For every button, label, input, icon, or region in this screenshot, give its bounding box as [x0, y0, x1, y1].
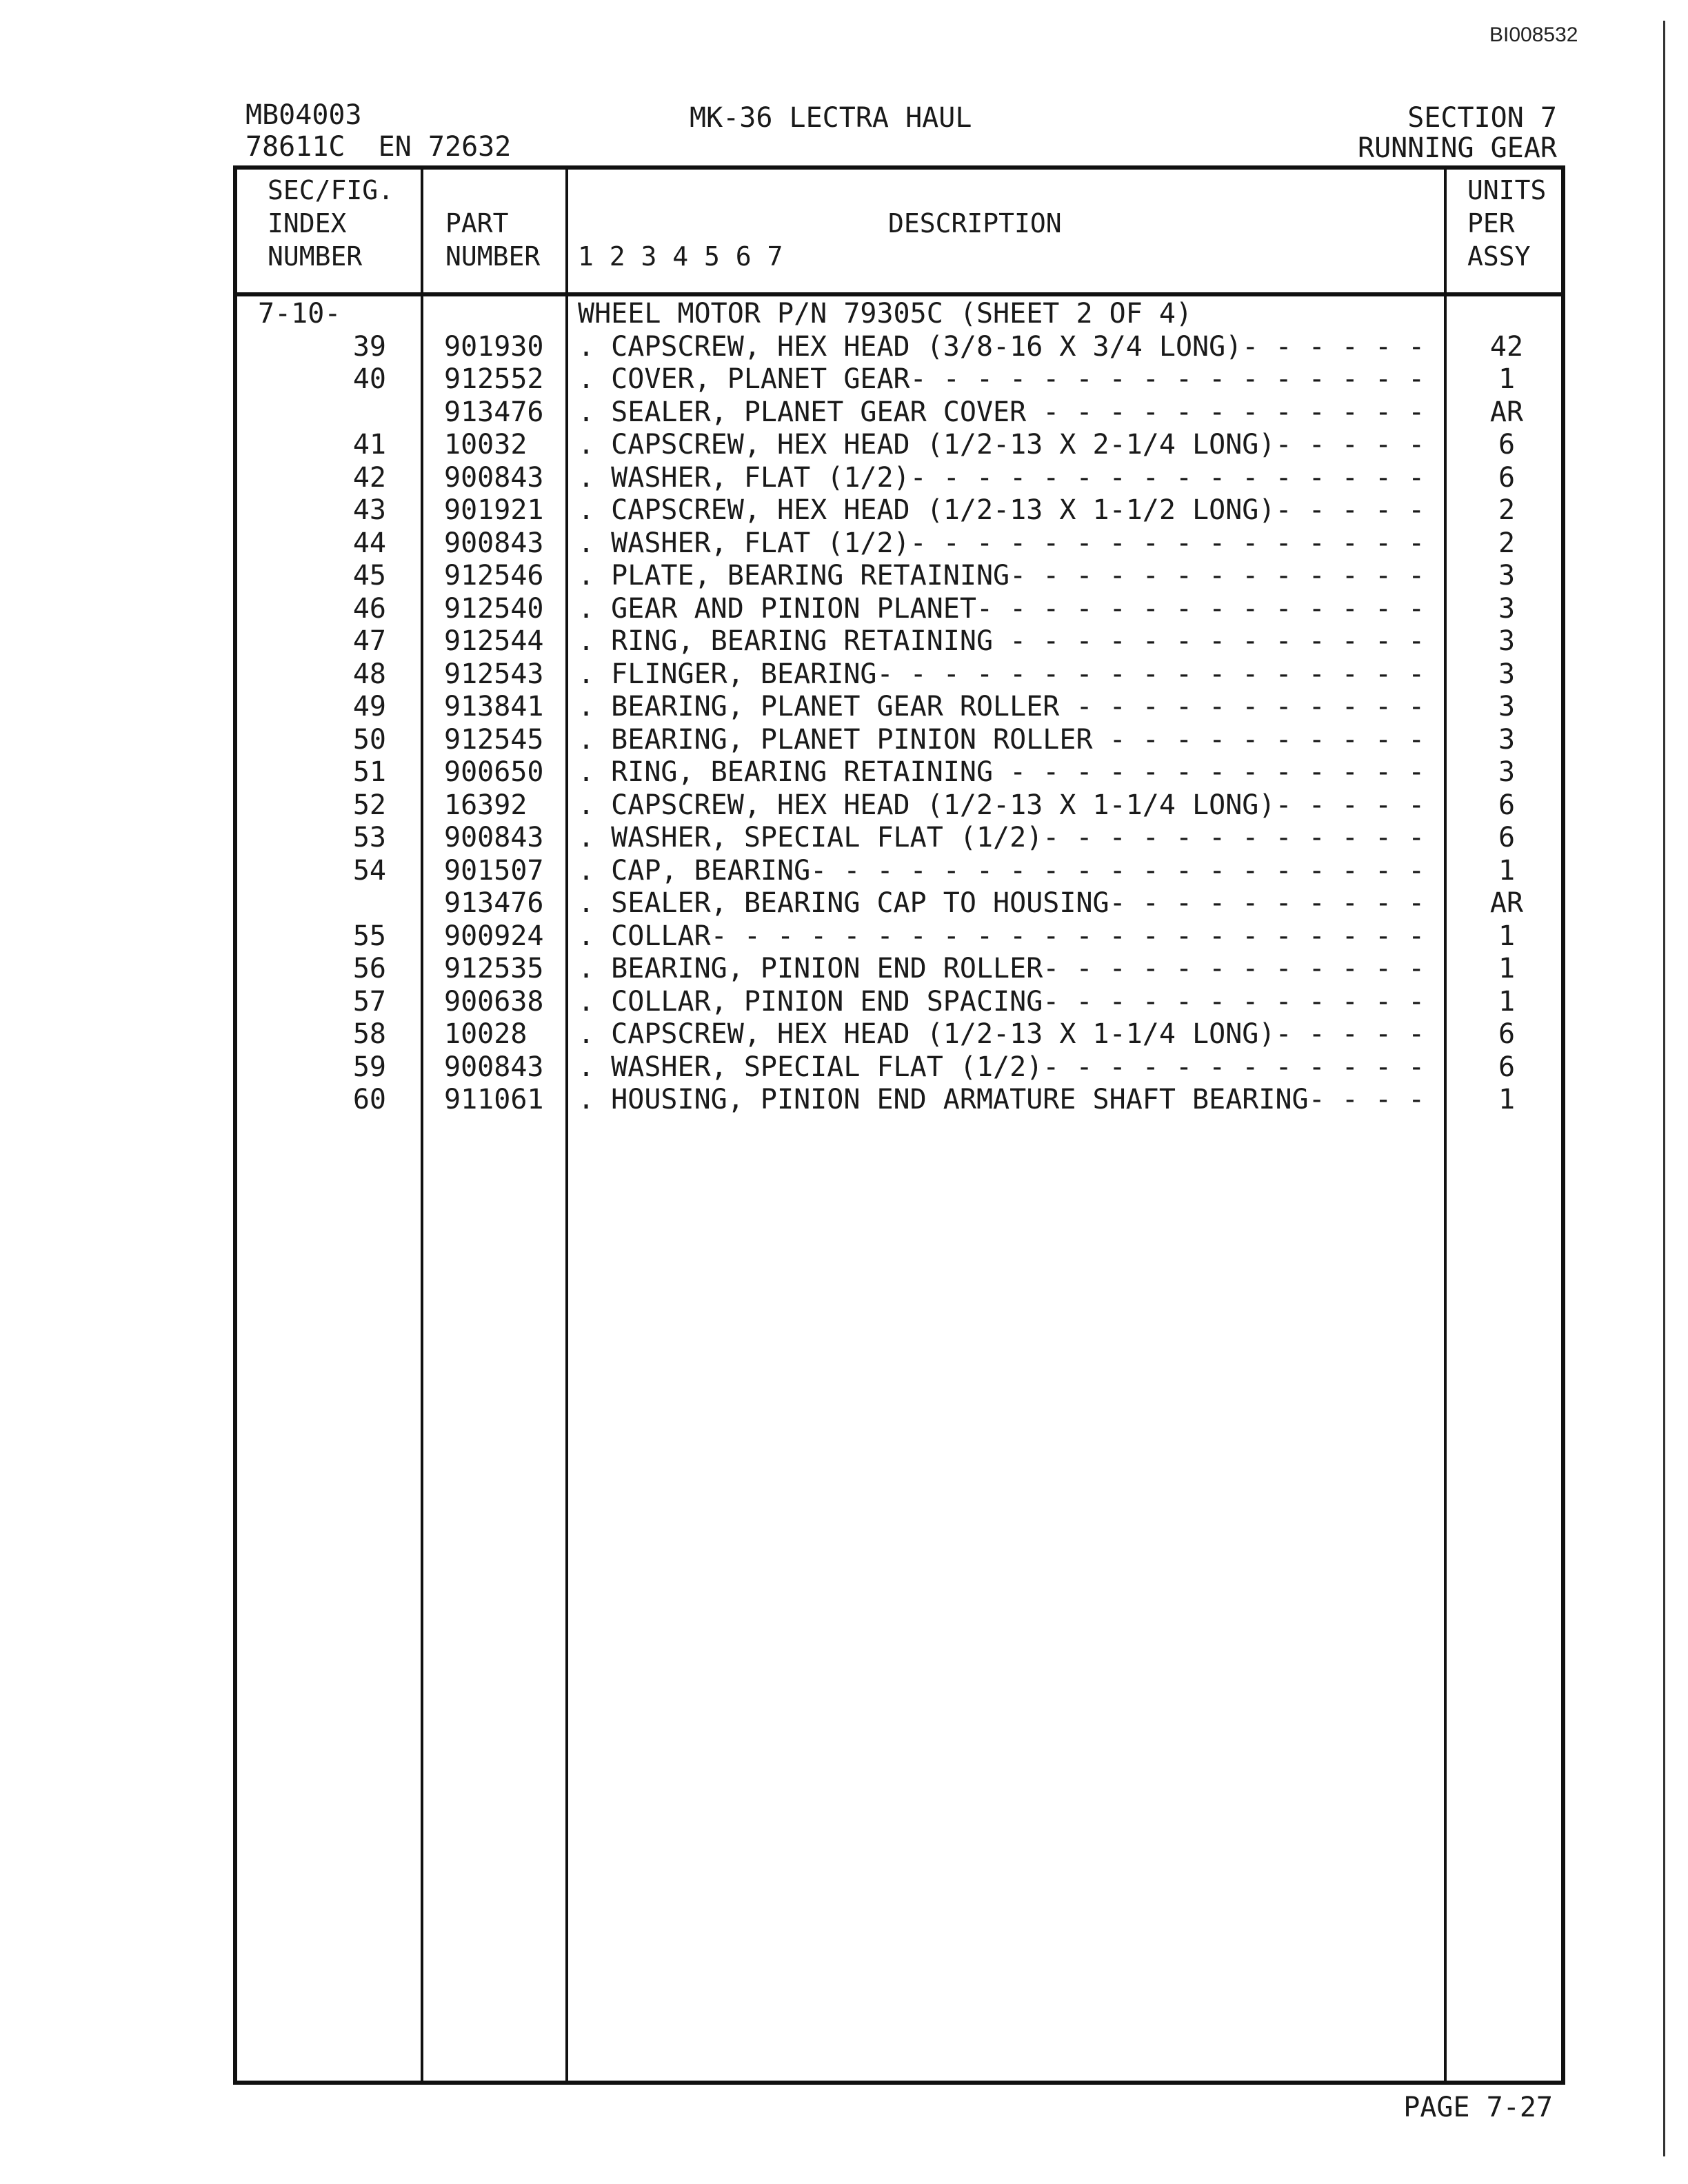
indent-levels: 1 2 3 4 5 6 7: [578, 241, 783, 272]
part-description: . COVER, PLANET GEAR- - - - - - - - - - - - - - - -: [578, 363, 1425, 395]
index-number: 39: [352, 330, 386, 363]
units-per-assembly: 2: [1498, 494, 1516, 526]
assembly-title: WHEEL MOTOR P/N 79305C (SHEET 2 OF 4): [578, 298, 1193, 330]
table-row: [237, 658, 1561, 691]
part-description: . CAPSCREW, HEX HEAD (1/2-13 X 2-1/4 LONG)- - - - -: [578, 429, 1425, 461]
part-number: 900843: [444, 461, 544, 494]
index-number: 46: [352, 592, 386, 625]
units-per-assembly: 1: [1498, 1084, 1516, 1115]
part-number: 900638: [444, 985, 544, 1018]
table-row: [237, 887, 1561, 920]
part-description: . CAP, BEARING- - - - - - - - - - - - - - - - - - -: [578, 854, 1425, 887]
table-row: [237, 1018, 1561, 1051]
units-per-assembly: 6: [1498, 461, 1516, 494]
column-header-index: SEC/FIG. INDEX NUMBER: [268, 175, 394, 272]
index-number: 49: [352, 691, 386, 722]
table-row: [237, 953, 1561, 986]
index-number: 58: [352, 1018, 386, 1050]
part-number: 901930: [444, 330, 544, 363]
manual-number: MB04003: [245, 99, 362, 131]
units-per-assembly: 1: [1498, 854, 1516, 887]
parts-table: [233, 165, 1565, 2085]
index-number: 51: [352, 756, 386, 788]
column-header-part: PART NUMBER: [445, 208, 541, 272]
table-row: [237, 527, 1561, 560]
units-per-assembly: 42: [1489, 330, 1524, 363]
table-row: [237, 1051, 1561, 1084]
part-number: 901921: [444, 494, 544, 526]
section-title: RUNNING GEAR: [1358, 132, 1557, 164]
part-description: . RING, BEARING RETAINING - - - - - - - - - - - - -: [578, 756, 1425, 788]
index-number: 40: [352, 363, 386, 395]
part-description: . HOUSING, PINION END ARMATURE SHAFT BEARING- - - -: [578, 1084, 1425, 1115]
table-row: [237, 560, 1561, 593]
part-number: 900843: [444, 822, 544, 853]
index-number: 55: [352, 920, 386, 952]
table-row: [237, 920, 1561, 953]
part-number: 912546: [444, 560, 544, 592]
part-number: 900843: [444, 1051, 544, 1083]
part-number: 913841: [444, 691, 544, 722]
index-number: 56: [352, 953, 386, 984]
table-row: [237, 724, 1561, 757]
index-number: 60: [352, 1084, 386, 1115]
part-number: 912544: [444, 625, 544, 657]
index-number: 57: [352, 985, 386, 1018]
units-per-assembly: 1: [1498, 953, 1516, 984]
part-description: . CAPSCREW, HEX HEAD (1/2-13 X 1-1/2 LONG)- - - - -: [578, 494, 1425, 526]
assembly-row: [237, 298, 1561, 331]
table-row: [237, 855, 1561, 888]
units-per-assembly: 6: [1498, 429, 1516, 461]
part-description: . CAPSCREW, HEX HEAD (1/2-13 X 1-1/4 LONG)- - - - -: [578, 789, 1425, 821]
index-number: 47: [352, 625, 386, 657]
table-row: [237, 331, 1561, 364]
part-description: . WASHER, SPECIAL FLAT (1/2)- - - - - - - - - - - -: [578, 822, 1425, 853]
units-per-assembly: 1: [1498, 920, 1516, 952]
part-number: 901507: [444, 854, 544, 887]
table-row: [237, 986, 1561, 1019]
units-per-assembly: 3: [1498, 691, 1516, 722]
index-number: 50: [352, 723, 386, 756]
units-per-assembly: 3: [1498, 723, 1516, 756]
part-number: 10032: [444, 429, 528, 461]
units-per-assembly: 6: [1498, 1051, 1516, 1083]
index-number: 53: [352, 822, 386, 853]
table-body: [237, 298, 1561, 1117]
table-row: [237, 756, 1561, 789]
part-number: 912545: [444, 723, 544, 756]
part-number: 912540: [444, 592, 544, 625]
document-id: BI008532: [1489, 23, 1578, 46]
table-row: [237, 1084, 1561, 1117]
part-description: . CAPSCREW, HEX HEAD (1/2-13 X 1-1/4 LONG)- - - - -: [578, 1018, 1425, 1050]
index-number: 42: [352, 461, 386, 494]
part-description: . COLLAR, PINION END SPACING- - - - - - - - - - - -: [578, 985, 1425, 1018]
section-number: SECTION 7: [1407, 102, 1557, 134]
table-row: [237, 363, 1561, 396]
units-per-assembly: 3: [1498, 756, 1516, 788]
part-description: . COLLAR- - - - - - - - - - - - - - - - - - - - - -: [578, 920, 1425, 952]
part-description: . SEALER, BEARING CAP TO HOUSING- - - - - - - - - -: [578, 887, 1425, 919]
table-row: [237, 462, 1561, 495]
part-number: 16392: [444, 789, 528, 821]
part-description: . GEAR AND PINION PLANET- - - - - - - - - - - - - -: [578, 592, 1425, 625]
index-number: 44: [352, 527, 386, 559]
units-per-assembly: 1: [1498, 985, 1516, 1018]
part-number: 10028: [444, 1018, 528, 1050]
column-header-units: UNITS PER ASSY: [1467, 175, 1547, 272]
table-row: [237, 593, 1561, 626]
part-description: . BEARING, PLANET GEAR ROLLER - - - - - - - - - - -: [578, 691, 1425, 722]
table-row: [237, 789, 1561, 822]
index-number: 45: [352, 560, 386, 592]
part-description: . WASHER, SPECIAL FLAT (1/2)- - - - - - - - - - - -: [578, 1051, 1425, 1083]
table-row: [237, 429, 1561, 462]
units-per-assembly: 1: [1498, 363, 1516, 395]
table-row: [237, 396, 1561, 429]
part-description: . SEALER, PLANET GEAR COVER - - - - - - - - - - - -: [578, 396, 1425, 428]
section-figure-label: 7-10-: [258, 298, 341, 330]
part-number: 900924: [444, 920, 544, 952]
page-number: PAGE 7-27: [1403, 2092, 1553, 2123]
part-number: 912535: [444, 953, 544, 984]
vehicle-title: MK-36 LECTRA HAUL: [690, 102, 972, 134]
scan-edge: [1663, 21, 1665, 2156]
index-number: 54: [352, 854, 386, 887]
part-description: . RING, BEARING RETAINING - - - - - - - - - - - - -: [578, 625, 1425, 657]
index-number: 41: [352, 429, 386, 461]
units-per-assembly: 6: [1498, 822, 1516, 853]
index-number: 52: [352, 789, 386, 821]
header-divider: [237, 292, 1561, 296]
part-number: 911061: [444, 1084, 544, 1115]
part-description: . CAPSCREW, HEX HEAD (3/8-16 X 3/4 LONG)- - - - - -: [578, 330, 1425, 363]
table-row: [237, 494, 1561, 527]
part-description: . FLINGER, BEARING- - - - - - - - - - - - - - - - -: [578, 658, 1425, 690]
table-row: [237, 822, 1561, 855]
model-revision: 78611C EN 72632: [245, 131, 512, 163]
units-per-assembly: AR: [1489, 887, 1524, 919]
part-number: 913476: [444, 887, 544, 919]
units-per-assembly: AR: [1489, 396, 1524, 428]
part-number: 912552: [444, 363, 544, 395]
units-per-assembly: 3: [1498, 560, 1516, 592]
units-per-assembly: 6: [1498, 1018, 1516, 1050]
table-row: [237, 625, 1561, 658]
part-description: . WASHER, FLAT (1/2)- - - - - - - - - - - - - - - -: [578, 527, 1425, 559]
part-number: 913476: [444, 396, 544, 428]
part-number: 900843: [444, 527, 544, 559]
units-per-assembly: 2: [1498, 527, 1516, 559]
part-number: 912543: [444, 658, 544, 690]
part-description: . BEARING, PINION END ROLLER- - - - - - - - - - - -: [578, 953, 1425, 984]
index-number: 48: [352, 658, 386, 690]
part-number: 900650: [444, 756, 544, 788]
part-description: . BEARING, PLANET PINION ROLLER - - - - - - - - - -: [578, 723, 1425, 756]
units-per-assembly: 3: [1498, 592, 1516, 625]
part-description: . PLATE, BEARING RETAINING- - - - - - - - - - - - -: [578, 560, 1425, 592]
table-row: [237, 691, 1561, 724]
part-description: . WASHER, FLAT (1/2)- - - - - - - - - - - - - - - -: [578, 461, 1425, 494]
units-per-assembly: 3: [1498, 625, 1516, 657]
units-per-assembly: 3: [1498, 658, 1516, 690]
index-number: 43: [352, 494, 386, 526]
column-header-description: DESCRIPTION: [888, 208, 1062, 239]
index-number: 59: [352, 1051, 386, 1083]
units-per-assembly: 6: [1498, 789, 1516, 821]
